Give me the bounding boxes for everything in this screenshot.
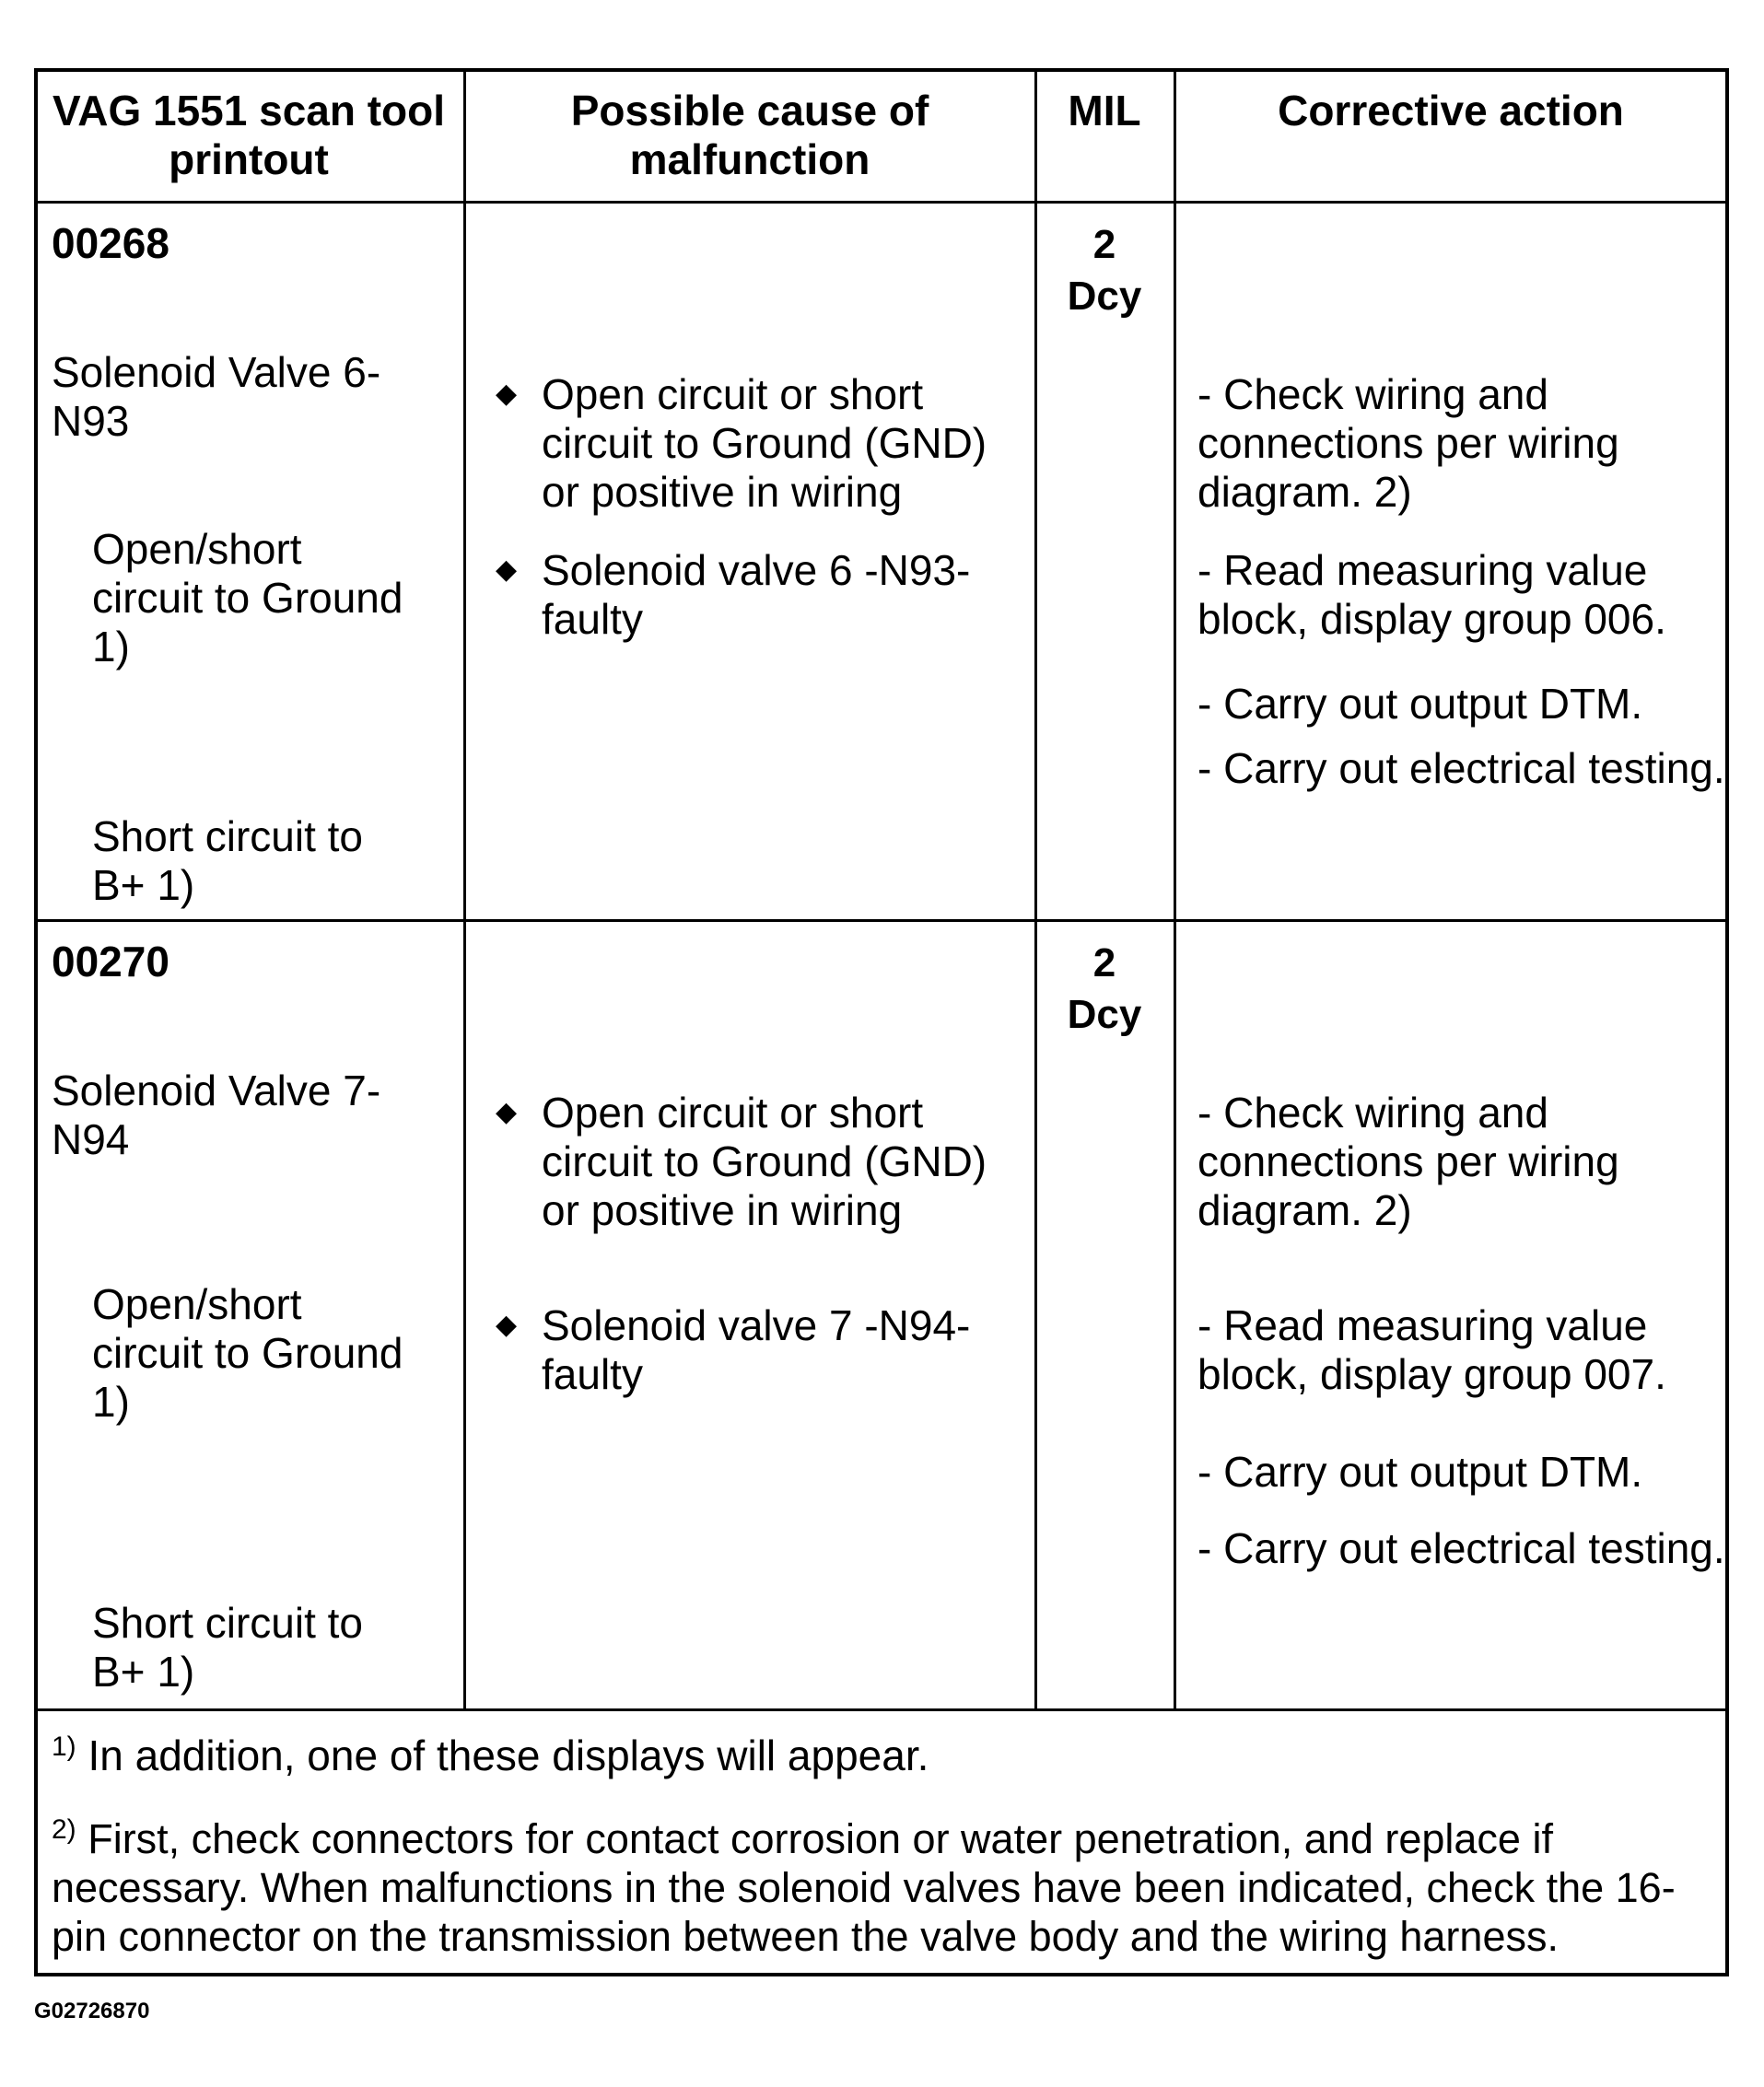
action-output-dtm: - Carry out output DTM. [1197, 680, 1643, 728]
component-name: Solenoid Valve 7- N94 [52, 1067, 381, 1163]
fault-description-short-bplus: Short circuit to B+ 1) [92, 1599, 363, 1696]
document-id: G02726870 [34, 1999, 150, 2023]
header-mil: MIL [1068, 87, 1141, 134]
component-name: Solenoid Valve 6- N93 [52, 348, 381, 445]
mil-value: 2 Dcy [1067, 940, 1142, 1037]
footnote-divider [36, 1708, 1727, 1711]
action-electrical-testing: - Carry out electrical testing. [1197, 1524, 1725, 1572]
cause-valve-faulty: Solenoid valve 6 -N93- faulty [542, 546, 971, 643]
mil-value: 2 Dcy [1067, 222, 1142, 319]
cause-wiring: Open circuit or short circuit to Ground (GND) or positive in wiring [542, 1089, 987, 1234]
fault-description-short-bplus: Short circuit to B+ 1) [92, 812, 363, 909]
fault-description-open-short: Open/short circuit to Ground 1) [92, 1280, 403, 1426]
action-check-wiring: - Check wiring and connections per wiring diagram. 2) [1197, 1089, 1619, 1234]
bullet-icon: ◆ [496, 554, 518, 585]
header-divider [36, 201, 1727, 204]
footnote-text: In addition, one of these displays will appear. [88, 1731, 929, 1779]
fault-code: 00268 [52, 219, 169, 267]
footnote-2 [52, 1814, 1676, 1961]
cause-valve-faulty: Solenoid valve 7 -N94- faulty [542, 1301, 971, 1398]
footnote-marker: 1) [52, 1731, 76, 1762]
cause-wiring: Open circuit or short circuit to Ground (GND) or positive in wiring [542, 370, 987, 516]
row-divider [36, 919, 1727, 922]
header-possible-cause: Possible cause of malfunction [570, 87, 929, 183]
footnote-text: First, check connectors for contact corrosion or water penetration, and replace if [88, 1815, 1553, 1862]
fault-description-open-short: Open/short circuit to Ground 1) [92, 525, 403, 670]
action-electrical-testing: - Carry out electrical testing. [1197, 744, 1725, 792]
footnote-1 [52, 1731, 929, 1780]
fault-code: 00270 [52, 938, 169, 985]
action-check-wiring: - Check wiring and connections per wiring diagram. 2) [1197, 370, 1619, 516]
column-divider-3 [1174, 70, 1176, 1711]
action-output-dtm: - Carry out output DTM. [1197, 1448, 1643, 1496]
footnote-text: pin connector on the transmission between the valve body and the wiring harness. [52, 1913, 1559, 1960]
bullet-icon: ◆ [496, 1097, 518, 1127]
bullet-icon: ◆ [496, 1310, 518, 1340]
footnote-marker: 2) [52, 1814, 76, 1845]
header-corrective-action: Corrective action [1278, 87, 1624, 134]
footnote-text: necessary. When malfunctions in the solenoid valves have been indicated, check the 16- [52, 1864, 1676, 1911]
bullet-icon: ◆ [496, 379, 518, 409]
action-read-measuring-block: - Read measuring value block, display group 007. [1197, 1301, 1666, 1398]
action-read-measuring-block: - Read measuring value block, display group 006. [1197, 546, 1666, 643]
header-scan-tool-printout: VAG 1551 scan tool printout [52, 87, 446, 183]
column-divider-1 [463, 70, 466, 1711]
